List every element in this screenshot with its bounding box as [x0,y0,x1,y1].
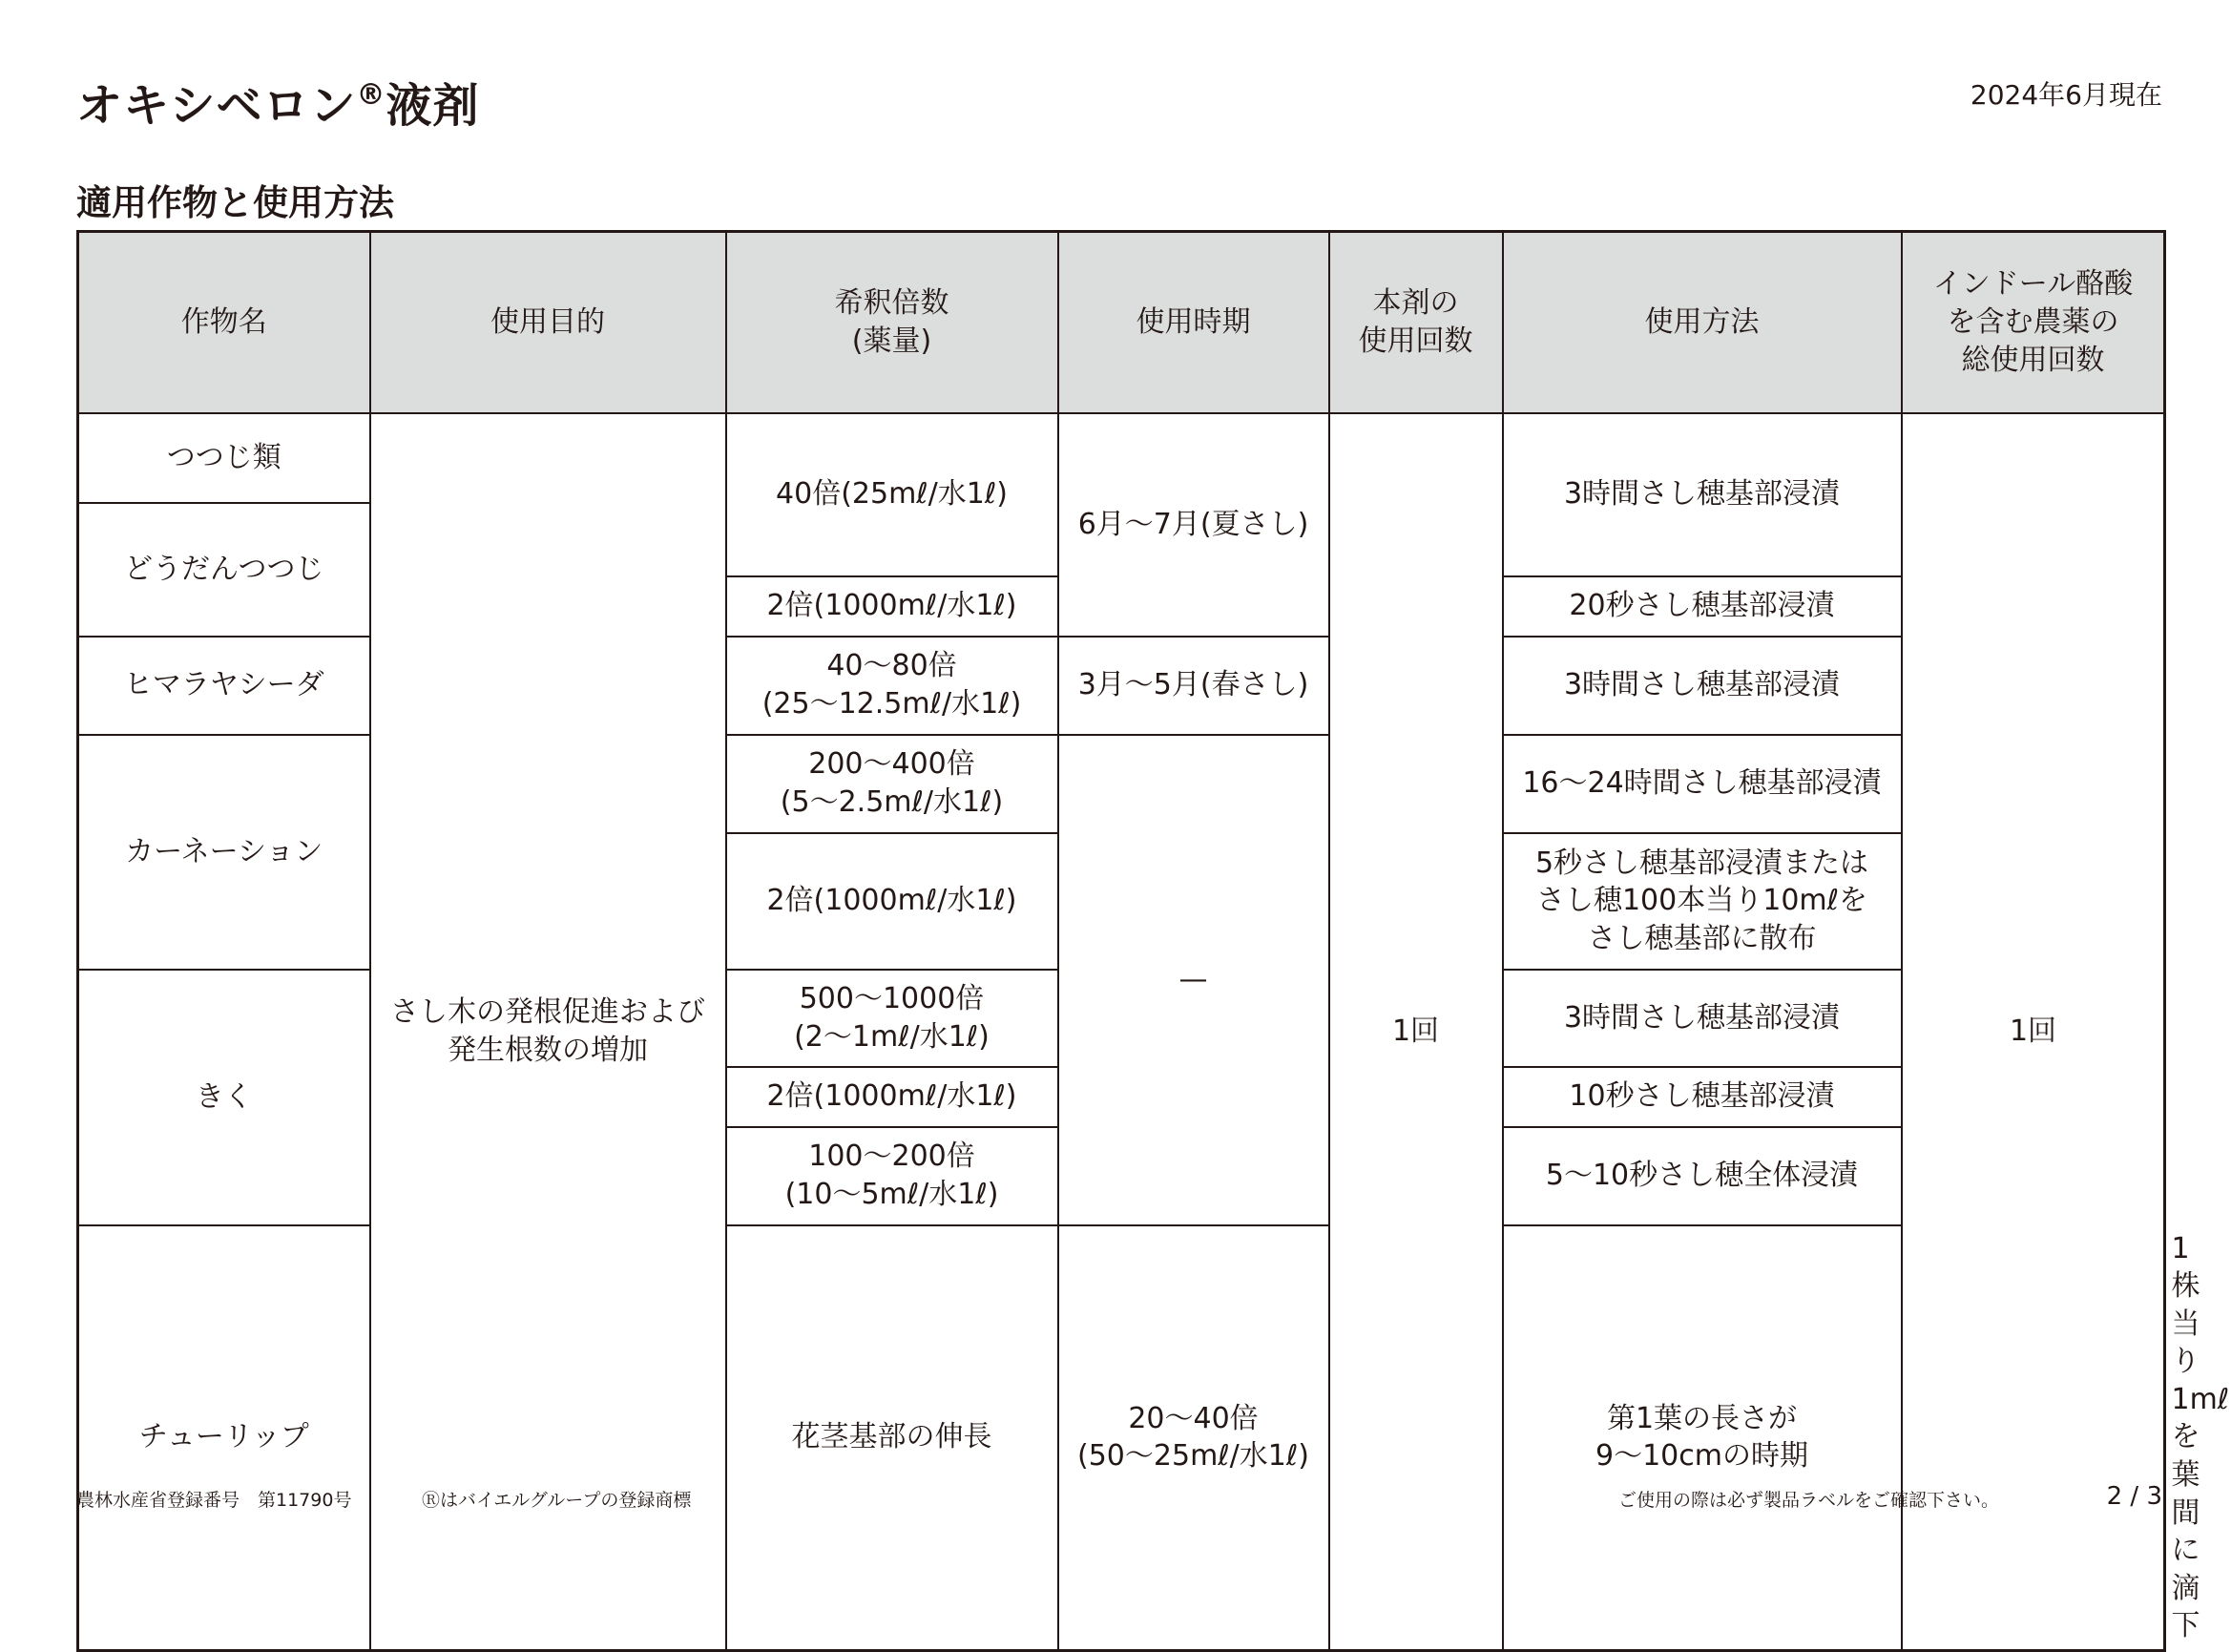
timing-cell: 6月～7月(夏さし) [1058,413,1329,637]
timing-cell: 第1葉の長さが 9～10cmの時期 [1503,1225,1902,1651]
dilution-cell: 100～200倍 (10～5mℓ/水1ℓ) [726,1127,1058,1225]
total-count-cell: 1回 [1902,413,2165,1651]
section-title: 適用作物と使用方法 [76,182,394,223]
table-row [78,413,2165,503]
method-cell: 3時間さし穂基部浸漬 [1503,413,1902,576]
dilution-cell: 500～1000倍 (2～1mℓ/水1ℓ) [726,970,1058,1067]
header-method: 使用方法 [1503,232,1902,413]
purpose-cell: さし木の発根促進および 発生根数の増加 [370,413,726,1651]
product-title [76,69,480,135]
label-notice: ご使用の際は必ず製品ラベルをご確認下さい。 [1618,1490,2000,1511]
header-purpose: 使用目的 [370,232,726,413]
registration-number: 農林水産省登録番号 第11790号 [76,1490,352,1511]
header-crop: 作物名 [78,232,370,413]
product-suffix: 液剤 [386,79,480,133]
crop-cell: どうだんつつじ [78,503,370,637]
registered-mark: ® [356,78,386,112]
dilution-cell: 2倍(1000mℓ/水1ℓ) [726,1067,1058,1127]
crop-cell: チューリップ [78,1225,370,1651]
header-timing: 使用時期 [1058,232,1329,413]
table-row: チューリップ 花茎基部の伸長 20～40倍 (50～25mℓ/水1ℓ) 第1葉の長さが 9～10cmの時期 1株当り1mℓを葉間に滴下 [78,1225,2165,1651]
header-row [78,232,2165,413]
dilution-cell: 200～400倍 (5～2.5mℓ/水1ℓ) [726,735,1058,833]
method-cell: 3時間さし穂基部浸漬 [1503,637,1902,735]
method-cell: 10秒さし穂基部浸漬 [1503,1067,1902,1127]
dilution-cell: 2倍(1000mℓ/水1ℓ) [726,833,1058,970]
crop-cell: カーネーション [78,735,370,970]
method-cell: 3時間さし穂基部浸漬 [1503,970,1902,1067]
header-dilution: 希釈倍数 (薬量) [726,232,1058,413]
dilution-cell: 40倍(25mℓ/水1ℓ) [726,413,1058,576]
header-count: 本剤の 使用回数 [1329,232,1503,413]
dilution-cell: 2倍(1000mℓ/水1ℓ) [726,576,1058,637]
crop-cell: つつじ類 [78,413,370,503]
dilution-cell: 40～80倍 (25～12.5mℓ/水1ℓ) [726,637,1058,735]
page-number: 2 / 3 [2106,1482,2162,1511]
timing-cell: — [1058,735,1329,1225]
purpose-cell: 花茎基部の伸長 [726,1225,1058,1651]
timing-cell: 3月～5月(春さし) [1058,637,1329,735]
method-cell: 5～10秒さし穂全体浸漬 [1503,1127,1902,1225]
crop-cell: ヒマラヤシーダ [78,637,370,735]
trademark-note: Ⓡはバイエルグループの登録商標 [422,1490,692,1511]
as-of-date: 2024年6月現在 [1970,79,2162,111]
method-cell: 16～24時間さし穂基部浸漬 [1503,735,1902,833]
product-name: オキシベロン [76,79,357,133]
usage-table [76,230,2230,1652]
method-cell: 5秒さし穂基部浸漬または さし穂100本当り10mℓを さし穂基部に散布 [1503,833,1902,970]
count-cell: 1回 [1329,413,1503,1651]
dilution-cell: 20～40倍 (50～25mℓ/水1ℓ) [1058,1225,1329,1651]
crop-cell: きく [78,970,370,1225]
header-total: インドール酪酸 を含む農薬の 総使用回数 [1902,232,2165,413]
method-cell: 20秒さし穂基部浸漬 [1503,576,1902,637]
